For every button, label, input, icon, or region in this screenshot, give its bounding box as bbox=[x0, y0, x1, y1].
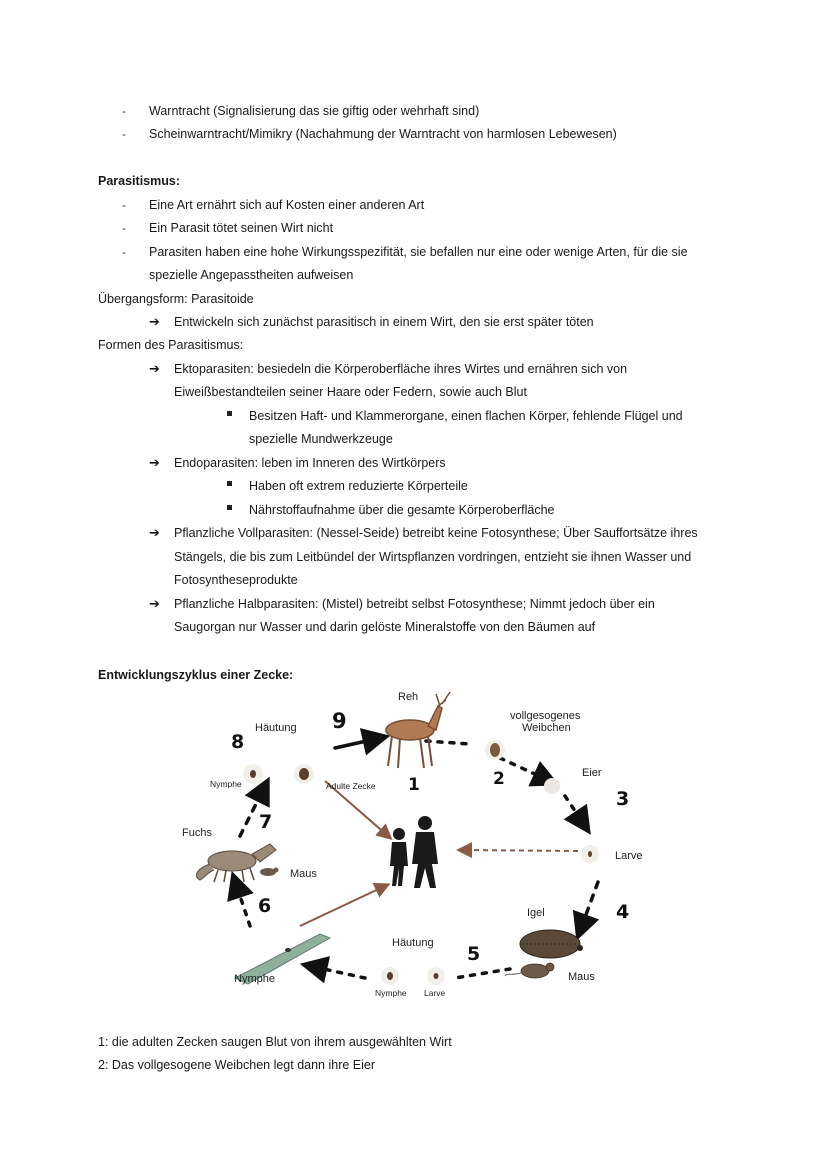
bullet-dash: - bbox=[122, 198, 126, 212]
mouse-icon bbox=[505, 963, 554, 978]
step-number-3: 3 bbox=[616, 788, 630, 810]
square-bullet-icon bbox=[227, 411, 232, 416]
vollparasiten-item-cont: Fotosyntheseprodukte bbox=[174, 573, 298, 587]
zyklus-heading: Entwicklungszyklus einer Zecke: bbox=[98, 668, 294, 682]
step-number-6: 6 bbox=[258, 895, 272, 917]
ektoparasiten-item-cont: Eiweißbestandteilen seiner Haare oder Federn, sowie auch Blut bbox=[174, 385, 527, 399]
bullet-dash: - bbox=[122, 104, 126, 118]
tick-lifecycle-diagram bbox=[170, 686, 660, 1006]
arrow-bullet-icon: ➔ bbox=[149, 314, 160, 329]
infection-arrows bbox=[300, 781, 578, 926]
bullet-dash: - bbox=[122, 221, 126, 235]
label-weibchen: Weibchen bbox=[522, 722, 571, 734]
parasitismus-item: Eine Art ernährt sich auf Kosten einer anderen Art bbox=[149, 198, 425, 212]
label-maus-bottom: Maus bbox=[568, 971, 595, 983]
scheinwarntracht-item: Scheinwarntracht/Mimikry (Nachahmung der Warntracht von harmlosen Lebewesen) bbox=[149, 127, 617, 141]
square-bullet-icon bbox=[227, 505, 232, 510]
halbparasiten-item-cont: Saugorgan nur Wasser und darin gelöste Mineralstoffe von den Bäumen auf bbox=[174, 620, 596, 634]
label-larve-right: Larve bbox=[615, 850, 643, 862]
arrow-bullet-icon: ➔ bbox=[149, 361, 160, 376]
arrow-bullet-icon: ➔ bbox=[149, 525, 160, 540]
deer-icon bbox=[386, 692, 450, 768]
endo-sub-item: Haben oft extrem reduzierte Körperteile bbox=[249, 479, 468, 493]
warntracht-item: Warntracht (Signalisierung das sie giftig oder wehrhaft sind) bbox=[149, 104, 480, 118]
step-number-1: 1 bbox=[408, 775, 420, 795]
label-haeutung-top: Häutung bbox=[255, 722, 297, 734]
mouse-icon bbox=[260, 868, 279, 877]
bullet-dash: - bbox=[122, 245, 126, 259]
fox-icon bbox=[196, 844, 276, 882]
label-maus-left: Maus bbox=[290, 868, 317, 880]
label-reh: Reh bbox=[398, 691, 419, 703]
parasitismus-item-cont: spezielle Angepasstheiten aufweisen bbox=[149, 268, 354, 282]
endo-sub-item: Nährstoffaufnahme über die gesamte Körperoberfläche bbox=[249, 503, 555, 517]
label-nymphe-small: Nymphe bbox=[375, 988, 407, 998]
parasitismus-heading: Parasitismus: bbox=[98, 174, 180, 188]
parasitismus-item: Parasiten haben eine hohe Wirkungsspezifität, sie befallen nur eine oder wenige Arten, für die sie bbox=[149, 245, 688, 259]
halbparasiten-item: Pflanzliche Halbparasiten: (Mistel) betreibt selbst Fotosynthese; Nimmt jedoch über ein bbox=[174, 597, 655, 611]
label-adulte-zecke: Adulte Zecke bbox=[326, 781, 376, 791]
step-number-2: 2 bbox=[493, 769, 505, 789]
humans-icon bbox=[390, 816, 438, 888]
hedgehog-icon bbox=[520, 930, 583, 958]
label-haeutung-bottom: Häutung bbox=[392, 937, 434, 949]
uebergangsform-label: Übergangsform: Parasitoide bbox=[98, 292, 254, 306]
label-eier: Eier bbox=[582, 767, 602, 779]
note-step-2: 2: Das vollgesogene Weibchen legt dann ihre Eier bbox=[98, 1058, 376, 1072]
step-number-4: 4 bbox=[616, 901, 630, 923]
ekto-sub-item-cont: spezielle Mundwerkzeuge bbox=[249, 432, 393, 446]
step-number-9: 9 bbox=[332, 709, 347, 733]
label-nymphe-left: Nymphe bbox=[234, 973, 275, 985]
vollparasiten-item-cont: Stängels, die bis zum Leitbündel der Wirtspflanzen vordringen, entzieht sie ihnen Wasser und bbox=[174, 550, 692, 564]
bullet-dash: - bbox=[122, 127, 126, 141]
endoparasiten-item: Endoparasiten: leben im Inneren des Wirtkörpers bbox=[174, 456, 446, 470]
label-nymphe-top: Nymphe bbox=[210, 779, 242, 789]
ekto-sub-item: Besitzen Haft- und Klammerorgane, einen flachen Körper, fehlende Flügel und bbox=[249, 409, 683, 423]
ektoparasiten-item: Ektoparasiten: besiedeln die Körperoberfläche ihres Wirtes und ernähren sich von bbox=[174, 362, 628, 376]
vollparasiten-item: Pflanzliche Vollparasiten: (Nessel-Seide) betreibt keine Fotosynthese; Über Sauffortsätze ihres bbox=[174, 526, 698, 540]
step-number-5: 5 bbox=[467, 943, 481, 965]
label-igel: Igel bbox=[527, 907, 545, 919]
note-step-1: 1: die adulten Zecken saugen Blut von ihrem ausgewählten Wirt bbox=[98, 1035, 452, 1049]
step-number-7: 7 bbox=[259, 811, 273, 833]
formen-label: Formen des Parasitismus: bbox=[98, 338, 244, 352]
label-larve-small: Larve bbox=[424, 988, 446, 998]
label-vollgesogenes: vollgesogenes bbox=[510, 710, 581, 722]
arrow-bullet-icon: ➔ bbox=[149, 596, 160, 611]
parasitoide-item: Entwickeln sich zunächst parasitisch in einem Wirt, den sie erst später töten bbox=[174, 315, 594, 329]
step-number-8: 8 bbox=[231, 731, 245, 753]
square-bullet-icon bbox=[227, 481, 232, 486]
parasitismus-item: Ein Parasit tötet seinen Wirt nicht bbox=[149, 221, 334, 235]
label-fuchs: Fuchs bbox=[182, 827, 212, 839]
arrow-bullet-icon: ➔ bbox=[149, 455, 160, 470]
